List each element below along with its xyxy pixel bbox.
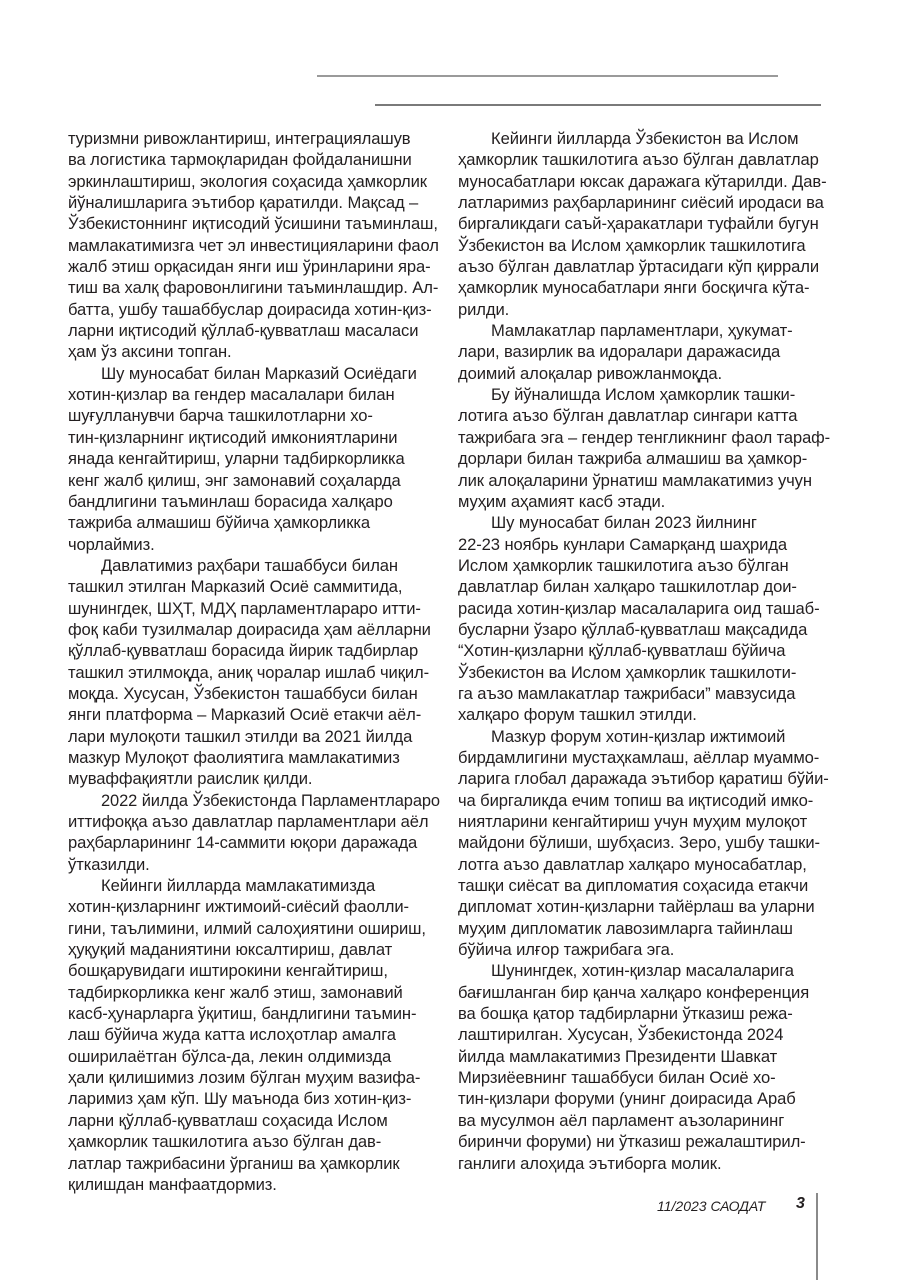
header-rule-bottom [375, 104, 821, 106]
text-line: ларимиз ҳам кўп. Шу маънода биз хотин-қиз- [68, 1089, 412, 1109]
text-line: иттифоққа аъзо давлатлар парламентлари аёл [68, 812, 429, 831]
text-line: лари мулоқоти ташкил этилди ва 2021 йилда [68, 726, 413, 746]
paragraph [68, 790, 440, 875]
text-line: йўналишларига эътибор қаратилди. Мақсад – [68, 193, 419, 213]
text-line: чорлаймиз. [68, 534, 155, 554]
text-line: ҳамкорлик ташкилотига аъзо бўлган дав- [68, 1132, 382, 1152]
text-line: қўллаб-қувватлаш борасида йирик тадбирлар [68, 641, 419, 661]
text-line: хотин-қизларнинг ижтимоий-сиёсий фаолли- [68, 897, 409, 917]
text-line: ниятларини кенгайтириш учун муҳим мулоқот [458, 812, 808, 831]
text-line: йилда мамлакатимиз Президенти Шавкат [458, 1046, 778, 1066]
text-line: 2022 йилда Ўзбекистонда Парламентлараро [101, 790, 440, 810]
text-line: фоқ каби тузилмалар доирасида ҳам аёлларни [68, 619, 431, 639]
text-line: ташкил этилмоқда, аниқ чоралар ишлаб чиқил- [68, 662, 430, 682]
text-line: гини, таълимини, илмий салоҳиятини ошириш, [68, 918, 426, 938]
text-line: муносабатлари юксак даражага кўтарилди. Дав- [458, 171, 827, 191]
text-line: доимий алоқалар ривожланмоқда. [458, 363, 723, 383]
text-line: ганлиги алоҳида эътиборга молик. [458, 1153, 722, 1173]
right-column [458, 128, 830, 1174]
text-line: ва мусулмон аёл парламент аъзоларининг [458, 1110, 785, 1130]
text-line: дипломат хотин-қизларни тайёрлаш ва уларни [458, 897, 815, 917]
text-line: муҳим аҳамият касб этади. [458, 491, 666, 511]
text-line: лари, вазирлик ва идоралари даражасида [458, 342, 781, 362]
text-line: қилишдан манфаатдормиз. [68, 1174, 277, 1194]
footer-vertical-rule [816, 1193, 818, 1280]
text-line: мамлакатимизга чет эл инвестицияларини фаол [68, 235, 439, 255]
text-line: ча биргаликда ечим топиш ва иқтисодий имко- [458, 790, 814, 810]
paragraph [68, 875, 440, 1195]
text-line: ва бошқа қатор тадбирларни ўтказиш режа- [458, 1004, 793, 1024]
text-line: янги платформа – Марказий Осиё етакчи аёл- [68, 705, 422, 725]
header-rule-top [317, 75, 778, 77]
text-line: бошқарувидаги иштирокини кенгайтириш, [68, 961, 388, 981]
text-line: Давлатимиз раҳбари ташаббуси билан [101, 555, 398, 575]
paragraph [458, 128, 830, 320]
text-line: рилди. [458, 299, 510, 319]
text-line: ҳали қилишимиз лозим бўлган муҳим вазифа- [68, 1068, 421, 1088]
text-line: ҳам ўз аксини топган. [68, 342, 232, 362]
text-line: Шу муносабат билан Марказий Осиёдаги [101, 363, 417, 383]
text-line: батта, ушбу ташаббуслар доирасида хотин-қиз- [68, 299, 432, 319]
text-line: ҳамкорлик муносабатлари янги босқичга кўта- [458, 278, 810, 298]
paragraph [68, 363, 440, 555]
text-line: дорлари билан тажриба алмашиш ва ҳамкор- [458, 449, 808, 469]
text-line: бўйича илғор тажрибага эга. [458, 940, 675, 960]
text-line: оширилаётган бўлса-да, лекин олдимизда [68, 1046, 392, 1066]
text-line: биргаликдаги саъй-ҳаракатлари туфайли бугун [458, 214, 819, 234]
text-line: давлатлар билан халқаро ташкилотлар дои- [458, 577, 797, 597]
text-line: лотига аъзо бўлган давлатлар сингари катта [458, 406, 798, 426]
text-line: ташкил этилган Марказий Осиё саммитида, [68, 577, 403, 597]
text-line: Шу муносабат билан 2023 йилнинг [491, 513, 757, 533]
text-line: шунингдек, ШҲТ, МДҲ парламентлараро итти- [68, 598, 421, 618]
text-line: расида хотин-қизлар масалаларига оид ташаб- [458, 598, 820, 618]
text-line: га аъзо мамлакатлар тажрибаси” мавзусида [458, 683, 796, 703]
text-line: халқаро форум ташкил этилди. [458, 705, 697, 725]
text-line: муваффақиятли раислик қилди. [68, 769, 313, 789]
paragraph [458, 320, 830, 384]
text-line: ҳуқуқий маданиятини юксалтириш, давлат [68, 940, 393, 960]
text-line: бағишланган бир қанча халқаро конференция [458, 982, 810, 1002]
text-line: бандлигини таъминлаш борасида халқаро [68, 491, 393, 511]
text-line: 22-23 ноябрь кунлари Самарқанд шаҳрида [458, 534, 787, 554]
text-line: “Хотин-қизларни қўллаб-қувватлаш бўйича [458, 641, 786, 661]
text-line: майдони бўлиши, шубҳасиз. Зеро, ушбу ташки- [458, 833, 820, 853]
text-line: тажрибага эга – гендер тенгликнинг фаол тараф- [458, 427, 830, 447]
text-line: туризмни ривожлантириш, интеграциялашув [68, 129, 411, 148]
text-line: Шунингдек, хотин-қизлар масалаларига [491, 961, 794, 981]
text-line: раҳбарларининг 14-саммити юқори даражада [68, 833, 418, 853]
text-line: лотга аъзо давлатлар халқаро муносабатлар, [458, 854, 807, 874]
text-line: лаштирилган. Хусусан, Ўзбекистонда 2024 [458, 1025, 784, 1045]
text-line: тадбиркорликка кенг жалб этиш, замонавий [68, 982, 403, 1002]
text-line: Мамлакатлар парламентлари, ҳукумат- [491, 321, 793, 341]
paragraph [458, 726, 830, 961]
page-number: 3 [796, 1195, 805, 1212]
text-line: жалб этиш орқасидан янги иш ўринларини яра- [68, 257, 431, 277]
text-line: Кейинги йилларда Ўзбекистон ва Ислом [491, 129, 799, 148]
paragraph [458, 384, 830, 512]
text-line: тин-қизларнинг иқтисодий имкониятларини [68, 427, 398, 447]
text-line: тиш ва халқ фаровонлигини таъминлашдир. Ал- [68, 278, 439, 298]
text-line: латларимиз раҳбарларининг сиёсий иродаси ва [458, 193, 824, 213]
text-line: ларни қўллаб-қувватлаш соҳасида Ислом [68, 1110, 388, 1130]
issue-label: 11/2023 САОДАТ [657, 1198, 766, 1214]
text-line: ларни иқтисодий қўллаб-қувватлаш масаласи [68, 321, 419, 341]
text-line: биринчи форуми) ни ўтказиш режалаштирил- [458, 1132, 806, 1152]
text-line: бирдамлигини мустаҳкамлаш, аёллар муаммо- [458, 747, 820, 767]
text-line: латлар тажрибасини ўрганиш ва ҳамкорлик [68, 1153, 400, 1173]
text-line: тажриба алмашиш бўйича ҳамкорликка [68, 513, 371, 533]
text-line: ўтказилди. [68, 854, 150, 874]
text-line: лаш бўйича жуда катта ислоҳотлар амалга [68, 1025, 396, 1045]
text-line: моқда. Хусусан, Ўзбекистон ташаббуси билан [68, 683, 418, 703]
text-line: хотин-қизлар ва гендер масалалари билан [68, 385, 395, 405]
text-line: касб-ҳунарларга ўқитиш, бандлигини таъмин- [68, 1004, 417, 1024]
text-line: кенг жалб қилиш, энг замонавий соҳаларда [68, 470, 401, 490]
paragraph [68, 555, 440, 790]
text-line: Ўзбекистон ва Ислом ҳамкорлик ташкилоти- [458, 662, 797, 682]
text-line: Мазкур форум хотин-қизлар ижтимоий [491, 726, 786, 746]
text-line: эркинлаштириш, экология соҳасида ҳамкорлик [68, 171, 427, 191]
text-line: лик алоқаларини ўрнатиш мамлакатимиз учун [458, 470, 812, 490]
text-line: Ислом ҳамкорлик ташкилотига аъзо бўлган [458, 555, 789, 575]
text-line: ҳамкорлик ташкилотига аъзо бўлган давлатлар [458, 150, 819, 170]
text-line: ташқи сиёсат ва дипломатия соҳасида етакчи [458, 876, 809, 896]
text-line: Мирзиёевнинг ташаббуси билан Осиё хо- [458, 1068, 776, 1088]
paragraph [458, 512, 830, 725]
text-line: аъзо бўлган давлатлар ўртасидаги кўп қиррали [458, 257, 820, 277]
text-line: тин-қизлари форуми (унинг доирасида Араб [458, 1089, 796, 1109]
text-line: бусларни ўзаро қўллаб-қувватлаш мақсадида [458, 619, 808, 639]
text-line: шуғулланувчи барча ташкилотларни хо- [68, 406, 373, 426]
text-line: муҳим дипломатик лавозимларга тайинлаш [458, 918, 793, 938]
text-line: Ўзбекистоннинг иқтисодий ўсишини таъминлаш, [68, 214, 438, 234]
text-line: Кейинги йилларда мамлакатимизда [101, 876, 376, 896]
paragraph [458, 960, 830, 1173]
text-line: ларига глобал даражада эътибор қаратиш бўйи- [458, 769, 829, 789]
text-line: Ўзбекистон ва Ислом ҳамкорлик ташкилотига [458, 235, 806, 255]
text-line: мазкур Мулоқот фаолиятига мамлакатимиз [68, 747, 400, 767]
paragraph [68, 128, 440, 363]
text-line: Бу йўналишда Ислом ҳамкорлик ташки- [491, 385, 796, 405]
left-column [68, 128, 440, 1195]
text-line: янада кенгайтириш, уларни тадбиркорликка [68, 449, 405, 469]
text-line: ва логистика тармоқларидан фойдаланишни [68, 150, 412, 170]
